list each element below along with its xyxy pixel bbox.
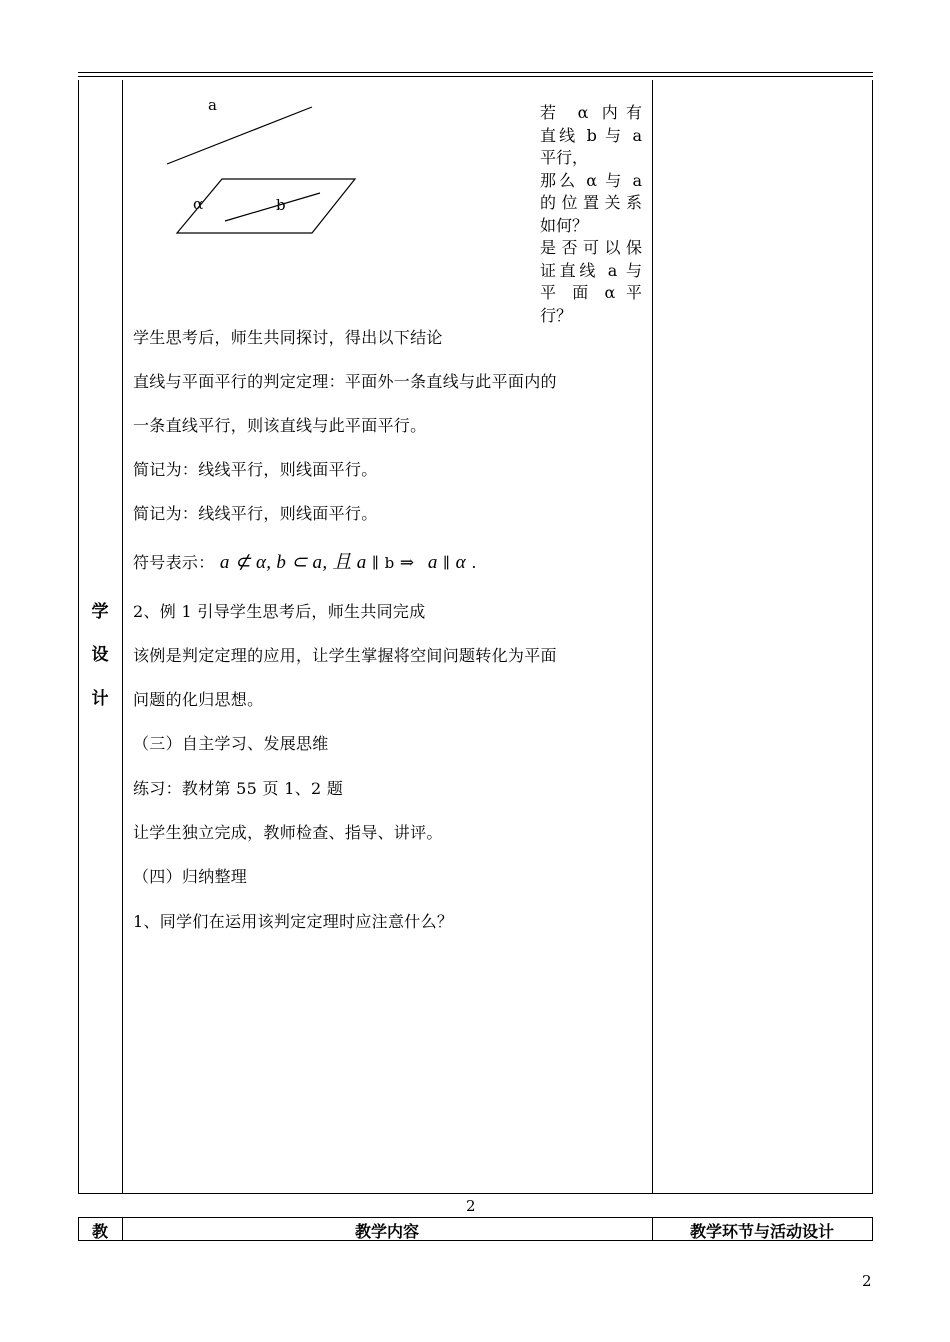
- side-char-3: 计: [91, 689, 109, 709]
- side-note-line: 行？: [540, 305, 573, 325]
- side-note-line: 是否可以保: [540, 238, 642, 257]
- page-number-center: 2: [466, 1197, 476, 1215]
- content-example-desc-1: 该例是判定定理的应用，让学生掌握将空间问题转化为平面: [133, 646, 557, 665]
- footer-header-col3: 教学环节与活动设计: [689, 1222, 834, 1241]
- side-note-line: 若 α 内有: [540, 103, 642, 122]
- side-note-line: 证直线 a 与: [540, 260, 642, 280]
- plane-alpha: [177, 179, 355, 233]
- side-note-line: 直线 b 与 a: [540, 125, 642, 145]
- content-theorem-line1: 直线与平面平行的判定定理：平面外一条直线与此平面内的: [133, 372, 557, 391]
- top-rule-2: [78, 76, 873, 77]
- side-char-1: 学: [91, 602, 109, 622]
- side-note-line: 平 面 α 平: [540, 283, 642, 302]
- symbol-expr-2: a: [427, 552, 438, 573]
- content-example-desc-2: 问题的化归思想。: [133, 690, 264, 709]
- symbol-arrow: ⇒: [399, 553, 415, 573]
- footer-header-col2: 教学内容: [354, 1222, 419, 1241]
- content-question: 1、同学们在运用该判定定理时应注意什么？: [133, 912, 454, 931]
- footer-table-right: [872, 1217, 873, 1241]
- content-example: 2、例 1 引导学生思考后，师生共同完成: [133, 602, 426, 621]
- table-border-col1: [122, 80, 123, 1194]
- symbol-b: b: [384, 554, 395, 572]
- side-note: [540, 102, 642, 327]
- label-a: a: [208, 96, 217, 114]
- symbol-parallel-1: ∥: [371, 554, 380, 572]
- side-char-2: 设: [91, 645, 109, 665]
- symbol-expr-1: a ⊄ α, b ⊂ a, 且 a: [219, 552, 367, 573]
- content-exercise: 练习：教材第 55 页 1、2 题: [133, 779, 344, 798]
- symbol-alpha: α: [455, 552, 466, 573]
- footer-table-top: [78, 1217, 873, 1218]
- side-note-line: 那么 α 与 a: [540, 170, 642, 190]
- symbol-end: .: [471, 553, 477, 572]
- content-theorem-line2: 一条直线平行，则该直线与此平面平行。: [133, 416, 427, 435]
- label-b: b: [276, 196, 286, 214]
- label-alpha: α: [193, 195, 204, 213]
- line-plane-diagram: [160, 95, 370, 245]
- symbol-label: 符号表示：: [133, 553, 215, 572]
- content-section-4: （四）归纳整理: [133, 867, 248, 886]
- table-border-col2: [652, 80, 653, 1194]
- content-summary-2: 简记为：线线平行，则线面平行。: [133, 504, 378, 523]
- symbol-parallel-2: ∥: [443, 554, 451, 572]
- table-border-left: [78, 80, 79, 1194]
- side-note-line: 平行，: [540, 148, 589, 167]
- line-b: [225, 193, 320, 221]
- content-symbol-line: [133, 547, 477, 574]
- content-section-3: （三）自主学习、发展思维: [133, 734, 329, 753]
- line-a: [167, 107, 312, 164]
- table-border-right: [872, 80, 873, 1194]
- side-note-line: 如何？: [540, 215, 589, 235]
- content-summary-1: 简记为：线线平行，则线面平行。: [133, 460, 378, 479]
- content-conclusion-intro: 学生思考后，师生共同探讨，得出以下结论: [133, 328, 443, 347]
- top-rule: [78, 72, 873, 73]
- side-note-line: 的位置关系: [540, 193, 642, 212]
- footer-header-col1: 教: [91, 1222, 108, 1241]
- content-exercise-desc: 让学生独立完成，教师检查、指导、讲评。: [133, 823, 443, 842]
- table-border-bottom: [78, 1193, 873, 1194]
- page-number: 2: [862, 1272, 872, 1290]
